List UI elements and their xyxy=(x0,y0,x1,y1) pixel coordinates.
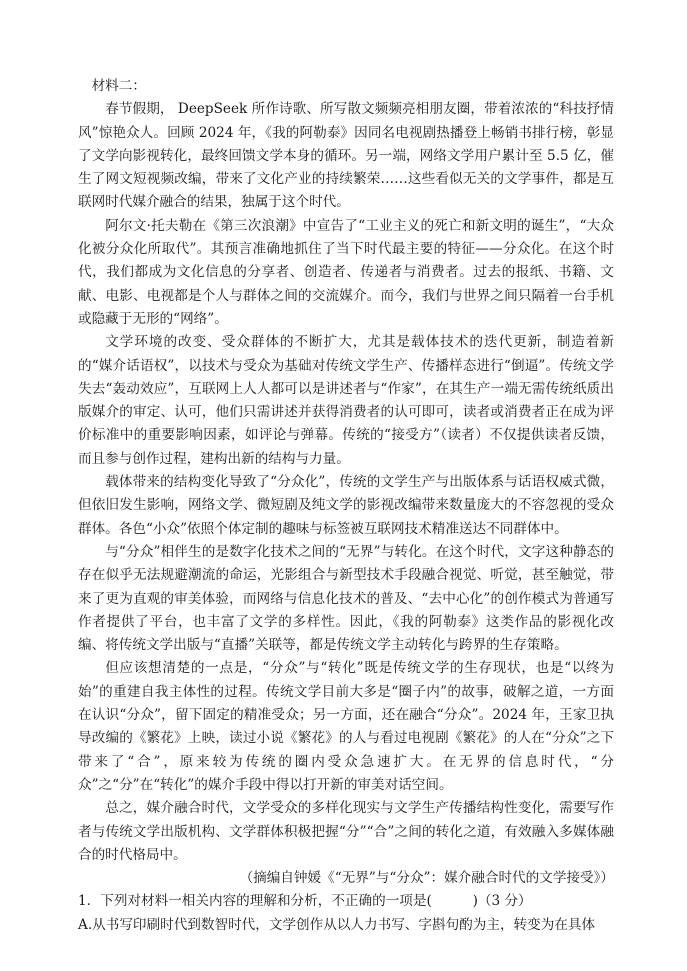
body-paragraph-2: 阿尔文·托夫勒在《第三次浪潮》中宣告了“工业主义的死亡和新文明的诞生”，“大众化被分众化所取代”。其预言准确地抓住了当下时代最主要的特征——分众化。在这个时代，我们都成为文化信息的分享者、创造者、传递者与消费者。过去的报纸、书籍、文献、电影、电视都是个人与群体之间的交流媒介。而今，我们与世界之间只隔着一台手机或隐藏于无形的“网络”。 xyxy=(78,217,614,327)
body-paragraph-1: 春节假期， DeepSeek 所作诗歌、所写散文频频亮相朋友圈，带着浓浓的“科技抒情风”惊艳众人。回顾 2024 年，《我的阿勒泰》因同名电视剧热播登上畅销书排行榜，彰显了文学向影视转化，最终回馈文学本身的循环。另一端，网络文学用户累计至 5.5 亿，催生了网文短视频改编，带来了文化产业的持续繁荣……这些看似无关的文学事件，都是互联网时代媒介融合的结果，独属于这个时代。 xyxy=(78,101,614,211)
body-paragraph-5: 与“分众”相伴生的是数字化技术之间的“无界”与转化。在这个时代，文字这种静态的存在似乎无法规避潮流的命运，光影组合与新型技术手段融合视觉、听觉，甚至触觉，带来了更为直观的审美体验，而网络与信息化技术的普及、“去中心化”的创作模式为普通写作者提供了平台，也丰富了文学的多样性。因此，《我的阿勒泰》这类作品的影视化改编、将传统文学出版与“直播”关联等，都是传统文学主动转化与跨界的生存策略。 xyxy=(78,543,614,654)
option-a: A.从书写印刷时代到数智时代，文学创作从以人力书写、字斟句酌为主，转变为在具体 xyxy=(78,916,596,933)
document-body xyxy=(78,75,614,937)
question-1: 1．下列对材料一相关内容的理解和分析，不正确的一项是( )（3 分） xyxy=(78,893,532,910)
body-paragraph-3: 文学环境的改变、受众群体的不断扩大，尤其是载体技术的迭代更新，制造着新的“媒介话语权”，以技术与受众为基础对传统文学生产、传播样态进行“倒逼”。传统文学失去“轰动效应”，互联网上人人都可以是讲述者与“作家”，在其生产一端无需传统纸质出版媒介的审定、认可，他们只需讲述并获得消费者的认可即可，读者或消费者正在成为评价标准中的重要影响因素，如评论与弹幕。传统的“接受方”（读者）不仅提供读者反馈，而且参与创作过程，建构出新的结构与力量。 xyxy=(78,334,614,467)
section-heading: 材料二： xyxy=(91,78,146,94)
source-citation: （摘编自钟媛《“无界”与“分众”：媒介融合时代的文学接受》） xyxy=(239,870,614,887)
body-paragraph-4: 载体带来的结构变化导致了“分众化”，传统的文学生产与出版体系与话语权威式微，但依旧发生影响，网络文学、微短剧及纯文学的影视改编带来数量庞大的不容忽视的受众群体。各色“小众”依照个体定制的趣味与标签被互联网技术精准送达不同群体中。 xyxy=(78,474,614,537)
body-paragraph-7: 总之，媒介融合时代，文学受众的多样化现实与文学生产传播结构性变化，需要写作者与传统文学出版机构、文学群体积极把握“分”“合”之间的转化之道，有效融入多媒体融合的时代格局中。 xyxy=(78,800,614,863)
body-paragraph-6: 但应该想清楚的一点是，“分众”与“转化”既是传统文学的生存现状，也是“以终为始”的重建自我主体性的过程。传统文学目前大多是“圈子内”的故事，破解之道，一方面在认识“分众”，留下固定的精准受众；另一方面，还在融合“分众”。2024 年，王家卫执导改编的《繁花》上映，读过小说《繁花》的人与看过电视剧《繁花》的人在“分众”之下带来了“合”，原来较为传统的圈内受众急速扩大。在无界的信息时代，“分众”之“分”在“转化”的媒介手段中得以打开新的审美对话空间。 xyxy=(78,660,614,793)
